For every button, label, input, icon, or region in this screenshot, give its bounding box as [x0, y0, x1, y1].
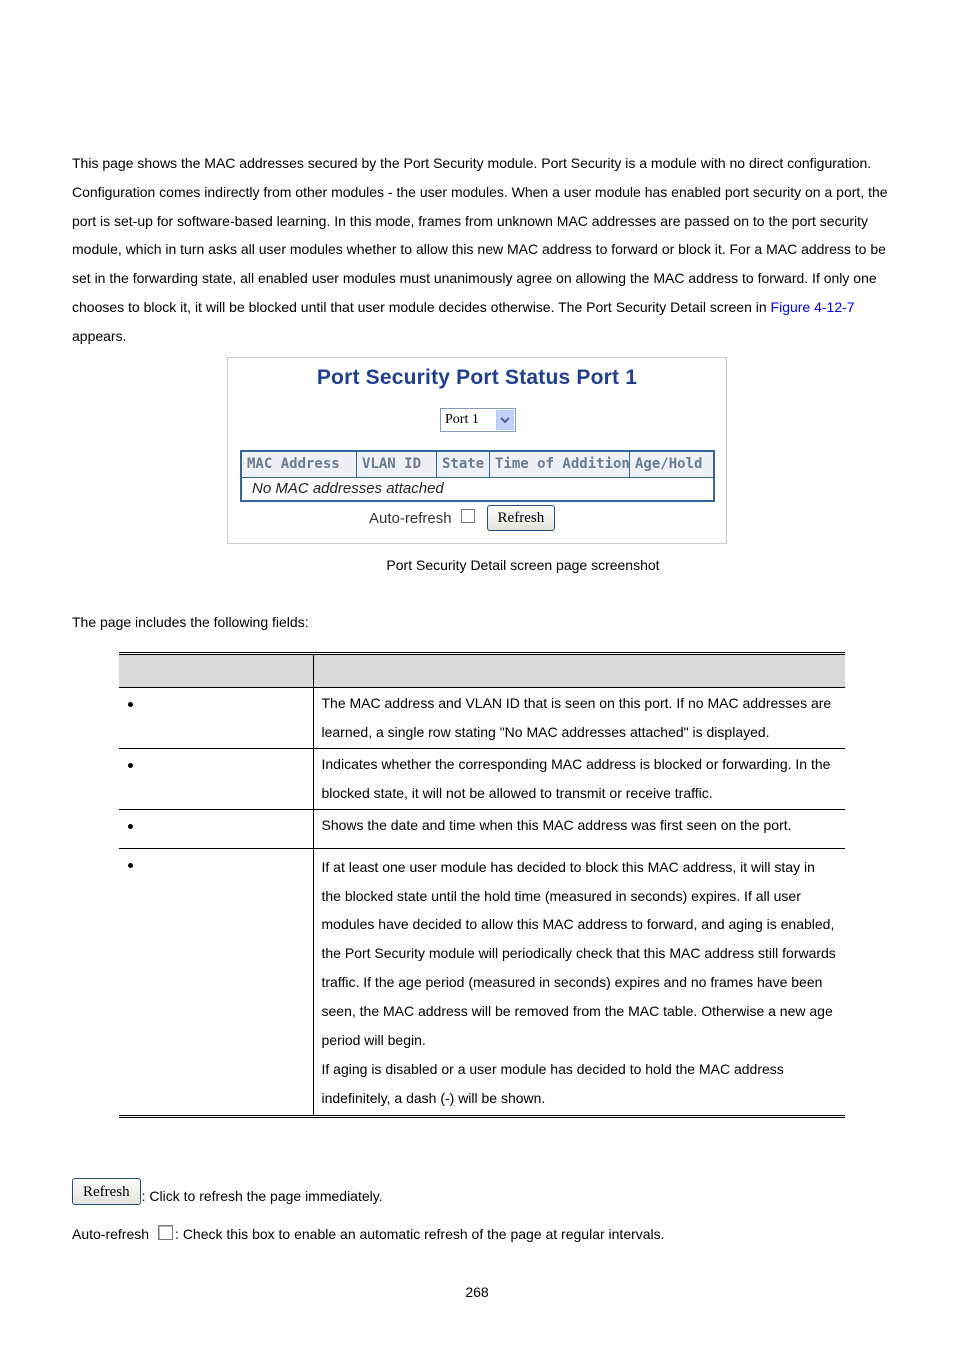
bullet-icon: [128, 702, 133, 707]
auto-refresh-label: Auto-refresh: [369, 509, 452, 527]
field-description: The MAC address and VLAN ID that is seen on this port. If no MAC addresses are learned, a single row stating "No MAC addresses attached" is displayed.: [313, 688, 845, 749]
auto-refresh-explanation: [72, 1226, 665, 1242]
field-description-part1: If at least one user module has decided to block this MAC address, it will stay in the blocked state until the hold time (measured in seconds) expires. If all user modules have decided to allow this MAC address to forward, and aging is enabled, the Port Security module will periodically check that this MAC address still forwards traffic. If the age period (measured in seconds) expires and no frames have been seen, the MAC address will be removed from the MAC table. Otherwise a new age period will begin.: [321, 858, 836, 1049]
refresh-button[interactable]: Refresh: [487, 505, 556, 531]
field-name-cell: [119, 848, 313, 1116]
auto-refresh-checkbox-sample[interactable]: [158, 1225, 173, 1240]
fields-intro: The page includes the following fields:: [72, 614, 309, 630]
bullet-icon: [128, 863, 133, 868]
refresh-button-sample[interactable]: Refresh: [72, 1178, 141, 1205]
auto-refresh-row: [369, 504, 555, 532]
col-age-hold: Age/Hold: [635, 456, 703, 472]
field-description: Indicates whether the corresponding MAC address is blocked or forwarding. In the blocked state, it will not be allowed to transmit or receive traffic.: [313, 748, 845, 809]
col-vlan-id: VLAN ID: [357, 452, 437, 477]
field-description: Shows the date and time when this MAC address was first seen on the port.: [313, 809, 845, 848]
field-name-cell: [119, 688, 313, 749]
auto-refresh-checkbox[interactable]: [461, 509, 475, 523]
fields-table: [119, 652, 845, 1118]
figure-link[interactable]: Figure 4-12-7: [770, 298, 855, 315]
header-object: [119, 654, 313, 688]
bullet-icon: [128, 824, 133, 829]
table-row: [119, 809, 845, 848]
field-name-cell: [119, 809, 313, 848]
port-status-screenshot: [227, 357, 727, 544]
figure-caption: Port Security Detail screen page screenshot: [386, 557, 660, 573]
port-select[interactable]: [440, 408, 516, 432]
screenshot-title: Port Security Port Status Port 1: [316, 366, 638, 389]
col-mac-address: MAC Address: [242, 452, 357, 477]
table-row: No MAC addresses attached: [252, 480, 444, 497]
intro-paragraph: This page shows the MAC addresses secured by the Port Security module. Port Security is a module with no direct configuration. Configuration comes indirectly from other modules - the user modules. When a user module has enabled port security on a port, the port is set-up for software-based learning. In this mode, frames from unknown MAC addresses are passed on to the port security module, which in turn asks all user modules whether to allow this new MAC address to forward or block it. For a MAC address to be set in the forwarding state, all enabled user modules must unanimously agree on allowing the MAC address to forward. If only one chooses to block it, it will be blocked until that user module decides otherwise. The Port Security Detail screen in Figure 4-12-7 appears.: [72, 155, 888, 344]
header-description: [313, 654, 845, 688]
refresh-explanation-text: : Click to refresh the page immediately.: [141, 1188, 383, 1204]
field-name-cell: [119, 748, 313, 809]
col-state: State: [437, 452, 490, 477]
page-number: 268: [465, 1284, 489, 1300]
field-description: [313, 848, 845, 1116]
mac-table-header: [242, 452, 713, 478]
field-description-part2: If aging is disabled or a user module has decided to hold the MAC address indefinitely, a dash (-) will be shown.: [321, 1060, 784, 1106]
auto-refresh-label-text: Auto-refresh: [72, 1226, 150, 1242]
table-row: [119, 748, 845, 809]
port-select-value: Port 1: [445, 412, 479, 427]
refresh-explanation: [72, 1178, 383, 1205]
table-row: [119, 688, 845, 749]
table-row: [119, 848, 845, 1116]
col-time-of-addition: Time of Addition: [490, 452, 630, 477]
chevron-down-icon[interactable]: [496, 410, 514, 430]
bullet-icon: [128, 763, 133, 768]
auto-refresh-explanation-text: : Check this box to enable an automatic refresh of the page at regular intervals.: [175, 1226, 665, 1242]
mac-table: [240, 450, 715, 502]
fields-table-header: [119, 654, 845, 688]
